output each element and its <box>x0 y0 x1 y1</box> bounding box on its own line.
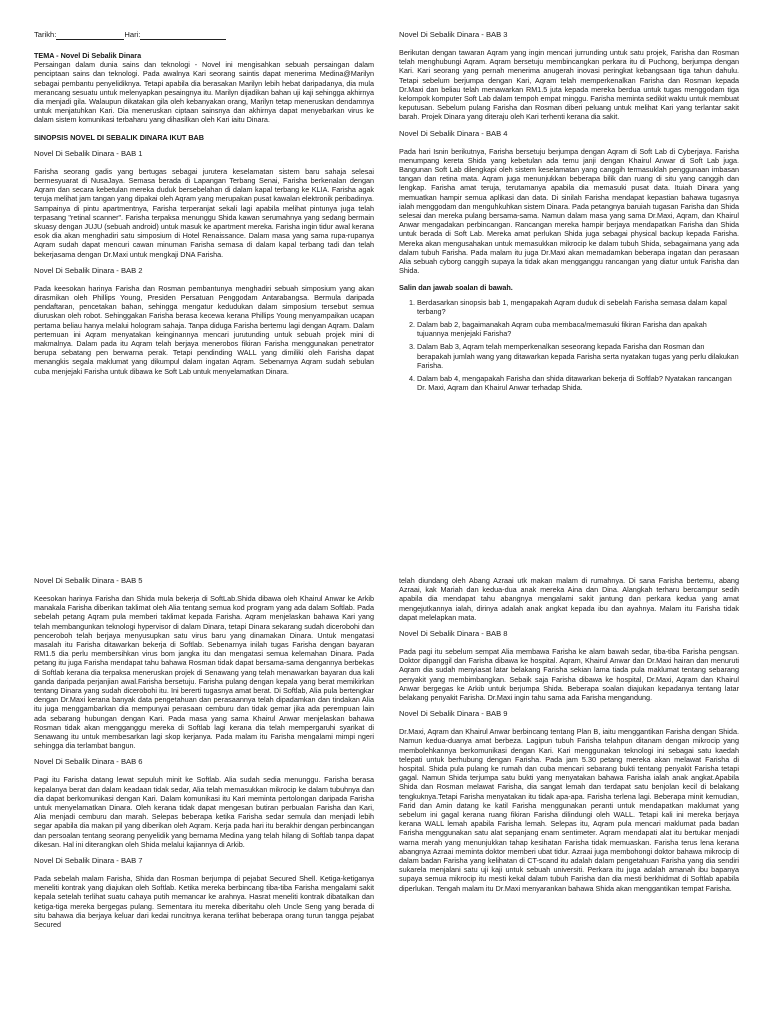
tema-heading: TEMA - Novel Di Sebalik Dinara <box>34 51 142 60</box>
question-item: 3. Dalam Bab 3, Aqram telah memperkenalkan seseorang kepada Farisha dan Rosman dan berapakah jumlah wang yang ditawarkan kepada Farisha serta nyatakan tugas yang perlu dilakukan Farisha. <box>417 342 739 370</box>
bab6-title: Novel Di Sebalik Dinara - BAB 6 <box>34 757 143 767</box>
bab5-paragraph: Keesokan harinya Farisha dan Shida mula bekerja di SoftLab.Shida dibawa oleh Khairul Anwar ke Arkib manakala Farisha diberikan taklimat oleh Alia tentang semua kod program yang ada dalam Softlab. Pada sebelah petang Aqram pula memberi taklimat kepada Farisha. Aqram menjelaskan bahawa Kari yang telah membangunkan teknologi hypervisor di dalam Dinara, tetapi Dinara sekarang sudah dicerobohi dan penceroboh telah berjaya menyusupkan satu virus baru yang dinamakan Dinara. Untuk mengatasi masalah itu Farisha ditawarkan bekerja di Softlab. Sebenarnya inilah tugas Farisha dengan bayaran RM1.5 dia perlu membersihkan virus bom jangka itu dan mengatasi semua kelemahan Dinara. Pada petang itu juga Farisha mendapat tahu bahawa Rosman tidak dapat bersama-sama dengannya berbekas di Softlab kerana dia terpaksa meneruskan projek di Senawang yang telah menawarkan bayaran dua kali ganda daripada perjanjian awal.Farisha bersetuju. Farisha pulang dengan kepala yang berat memikirkan tentang Dinara yang sudah dicerobohi itu. Ini bererti tugasnya amat berat. Di Softlab, Alia pula bertengkar dengan Dr.Maxi kerana banyak data pengetahuan dan perasaannya telah dipadamkan dan tindakan Alia itu juga menggambarkan dia mempunyai perasaan cemburu dan tidak gemar jika ada perempuan lain ada sebarang hubungan dengan Kari. Pada masa yang sama Khairul Anwar menjelaskan bahawa Rosman tidak akan mengganggu mereka di Softlab lagi kerana dia telah mempergaruhi syarikat di Senawang itu untuk membesarkan lagi skop kerjanya. Pada malam itu Farisha mengalami mimpi ngeri sehingga dia terlambat bangun. <box>34 594 374 751</box>
bab3-paragraph: Berikutan dengan tawaran Aqram yang ingin mencari jurrunding untuk satu projek, Farisha dan Rosman telah menghubungi Aqram. Aqram bersetuju membincangkan perkara itu di Puchong, berjumpa dengan Kari. Kari seorang yang pernah menerima anugerah inovasi peringkat kebangsaan tiga tahun dahulu. Tetapi sebelum berjumpa dengan Kari, Aqram telah memperkenalkan Farisha dan Rosman kepada Dr.Maxi dan beliau telah menawarkan RM1.5 juta kepada mereka berdua untuk tugas menggodam tiga kelompok komputer Soft Lab dalam tempoh empat minggu. Farisha meminta sedikit waktu untuk membuat keputusan. Sebelum pulang Farisha dan Rosman diberi peluang untuk melihat Kari yang terlantar sakit barah. Projek Dinara yang diteraju oleh Kari terhenti kerana dia sakit. <box>399 48 739 122</box>
bab2-paragraph: Pada keesokan harinya Farisha dan Rosman pembantunya menghadiri sebuah simposium yang akan dirasmikan oleh Phillips Young, Presiden Persatuan Penggodam Antarabangsa. Bermula daripada pendaftaran, pencetakan bahan, sehingga mengatur kedudukan dalam simposium tersebut semua diuruskan oleh robot. Sehinggakan Farisha berasa kecewa kerana Phillips Young menyampaikan ucapan pertama beliau hanya melalui hologram sahaja. Tanpa diduga Farisha bertemu lagi dengan Aqram. Dalam pertemuan ini Aqram menyatakan keinginannya mencari jurutunding untuk sebuah projek mini di makmalnya. Dalam pada itu Aqram telah berjaya menerobos fikiran Farisha menggunakan penetrator berupa sebatang pen berwarna perak. Tetapi pendinding WALL yang dimiliki oleh Farisha dapat menangkis segala maklumat yang dikumpul dalam ingatan Aqram. Sebenarnya Aqram sudah sebulan cuba menjejaki Farisha untuk dibawa ke Soft Lab untuk menyelamatkan Dinara. <box>34 283 374 376</box>
bab1-title: Novel Di Sebalik Dinara - BAB 1 <box>34 148 143 158</box>
page-top-right <box>399 30 739 545</box>
page-top-left <box>34 30 374 545</box>
bab3-title: Novel Di Sebalik Dinara - BAB 3 <box>399 30 508 39</box>
bab6-paragraph: Pagi itu Farisha datang lewat sepuluh minit ke Softlab. Alia sudah sedia menunggu. Farisha berasa kepalanya berat dan dalam keadaan tidak sedar, Alia telah memasukkan mikrocip ke dalam tubuhnya dan dia dapat berkomunikasi dengan Kari. Dalam komunikasi itu Kari meminta pertolongan daripada Farisha untuk menyelamatkan Dinara. Oleh kerana tidak dapat mengesan butiran perbualan Farisha dan Kari, Alia menjadi cemburu dan marah. Selepas beberapa ketika Farisha sedar semula dan menjadi lebih segar apabila dia makan pil yang diberikan oleh Aqram. Kerja pada hari itu berakhir dengan perbincangan dan persoalan tentang seorang penyelidik yang bernama Medina yang telah hilang di Softlab tanpa dapat dikesan. Hal ini diterangkan oleh Shida melalui kajiannya di Arkib. <box>34 775 374 849</box>
bab5-title: Novel Di Sebalik Dinara - BAB 5 <box>34 576 143 585</box>
bab4-paragraph: Pada hari Isnin berikutnya, Farisha bersetuju berjumpa dengan Aqram di Soft Lab di Cyberjaya. Farisha menumpang kereta Shida yang kebetulan ada temu janji dengan Khairul Anwar di Soft Lab juga. Bangunan Soft Lab dilengkapi oleh sistem keselamatan yang canggih termasuklah penggunaan imbasan tangan dan retina mata. Aqram juga menunjukkan beberapa bilik dan ruang di situ yang canggih dan lengkap. Farisha amat teruja, terutamanya apabila dia memasuki pusat data. Ituiah Dinara yang memuatkan hampir semua aplikasi dan data. Di sinilah Farisha mendapat kepastian bahawa tugasnya ialah menggodam dan menguhkuhkan sistem Dinara. Pada petangnya baruiah tugasan Farisha dan Shida selesai dan mereka pulang bersama-sama. Namun dalam masa yang sama Dr.Maxi, Aqram, dan Khairul Anwar mengadakan perbincangan. Rancangan mereka hampir berjaya mendapatkan Farisha dan Shida untuk berada di Soft Lab. Mereka amat perlukan Shida juga sebagai physical backup kepada Farisha. Mereka akan mengusahakan untuk memasukkan mikrocip ke dalam tubuh Shida, sebagaimana yang ada dalam tubuh Farisha. Pada malam itu juga Dr.Maxi akan memadamkan beberapa ingatan dan perasaan Alia sebuah cyborg canggih supaya la tidak akan mengganggu rancangan yang diatur untuk Farisha dan Shida. <box>399 146 739 276</box>
tarikh-label: Tarikh: <box>34 30 57 39</box>
bab1-paragraph: Farisha seorang gadis yang bertugas sebagai jurutera keselamatan sistem baru sahaja selesai bermesyuarat di NusaJaya. Semasa berada di Lapangan Terbang Senai, Farisha berkenalan dengan Aqram dan secara kebetulan mereka duduk bersebelahan di dalam kapal terbang ke KLIA. Farisha agak teruja melihat jam tangan yang dipakai oleh Aqram yang merupakan pusat kawalan elektronik peribadinya. Sampainya di pintu apartmentnya, Farisha terperanjat sekali lagi apabila melihat pintunya juga telah terpasang "retinal scanner". Farisha terpaksa menunggu Shida kawan serumahnya yang sedang bermain skuasy dengan JUJU (sebuah android) untuk masuk ke apartment mereka. Farisha ingin tidur awal kerana esok dia akan menghadiri satu simposium di Hotel Renaissance. Dalam masa yang sama rupa-rupanya Aqram sudah dapat mencuri cawan minuman Farisha semasa di dalam kapal terbang tadi dan telah bekerjasama dengan Dr.Maxi untuk mengkaji DNA Farisha. <box>34 166 374 259</box>
tema-paragraph: Persaingan dalam dunia sains dan teknologi - Novel ini mengisahkan sebuah persaingan dalam penciptaan sains dan teknologi. Pada awalnya Kari seorang saintis dapat menerima Medina@Marilyn sebagai pembantu penyelidiknya. Tetapi apabila dia berasakan Marilyn lebih hebat daripadanya, dia mula merancang sesuatu untuk melenyapkan pesaingnya itu. Marilyn dijadikan bahan uji kaji sehingga akhirnya dia menjadi gila. Walaupun dikatakan gila oleh kebanyakan orang, Marilyn tetap meneruskan dendamnya untuk menjatuhkan Kari. Dia meneruskan ciptaan sainsnya dan akhirnya dapat menyebarkan virus ke dalam sistem komunikasi terbaharu yang dihasilkan oleh Kari iaitu Dinara. <box>34 60 374 125</box>
bab7-paragraph: Pada sebelah malam Farisha, Shida dan Rosman berjumpa di pejabat Secured Shell. Ketiga-ketiganya meneliti kontrak yang diajukan oleh Softlab. Ketika mereka berbincang tiba-tiba Farisha mengalami sakit kepala setelah terlihat suatu cahaya putih memancar ke arahnya. Hasrat meneliti kontrak dibatalkan dan ketiga-tiga mereka bergegas pulang. Sementara itu mereka diberitahu oleh Uncle Seng yang berada di situ bahawa dia berjaya keluar dari kedai runcitnya kerana terlihat beberapa orang turun tangga pejabat Secured <box>34 874 374 930</box>
bab8-paragraph: Pada pagi itu sebelum sempat Alia membawa Farisha ke alam bawah sedar, tiba-tiba Farisha pengsan. Doktor dipanggil dan Farisha dibawa ke hospital. Aqram, Khairul Anwar dan Dr.Maxi hairan dan menuruti Aqram dia sudah menyiasat latar belakang Farisha sekian lama tiada pula maklumat tentang sebarang penyakit yang membimbangkan. Sebaik saja Farisha dibawa ke hospital, Dr.Maxi, Aqram dan Khairul Anwar bergegas ke Arkib untuk berjumpa Shida. Beberapa soalan diajukan kepadanya tentang latar belakang penyakit Farisha. Dr.Maxi ingin tahu sama ada Farisha mengandung. <box>399 647 739 703</box>
bab4-title: Novel Di Sebalik Dinara - BAB 4 <box>399 128 508 138</box>
bab9-paragraph: Dr.Maxi, Aqram dan Khairul Anwar berbincang tentang Plan B, iaitu menggantikan Farisha dengan Shida. Namun kedua-duanya amat berbeza. Lagipun tubuh Farisha telahpun ditanam dengan mikrocip yang membolehkannya berkomunikasi dengan Kari. Kari menggunakan teknologi ini sebagai satu kaedah telepati untuk berhubung dengan Farisha. Pada jam 5.30 petang mereka akan melawat Farisha di hospital. Shida pula pulang ke rumah dan cuba mencari sebarang bukti tentang penyakit Farisha tetapi gagal. Namun Shida terjumpa satu bukti yang menyatakan bahawa Farisha ialah anak angkat.Apabila Shida dan Rosman melawat Farisha, dia sangat lemah dan terdapat satu benjolan kecil di belakang tengkuknya.Tetapi Farisha menyatakan itu tidak apa-apa. Farisha terlena lagi. Beberapa minit kemudian, Farid dan Amin datang ke katil Farisha menggunakan peranti untuk mendapatkan maklumat yang sebelum ini gagal kerana ruang fikiran Farisha dilindungi oleh WALL. Tetapi kali ini mereka berjaya kerana WALL lemah apabila Farisha lemah. Selepas itu, Aqram pula mencari maklumat pada badan Farisha menggunakan satu alat sepanjang enam sentimeter. Aqram mendapati alat itu bertukar menjadi warna merah yang menunjukkan tahap kesihatan Farisha tidak memuaskan. Farisha terus lena kerana abangnya Azraai meminta doktor memberi ubat tidur. Azraai juga membohongi doktor bahawa mikrocip di dalam badan Farisha yang kelihatan di CT-scand itu adalah dalam pengetahuan Farisha yang dia sendiri sukarela menjalani satu uji kaji untuk sebuah universiti. Perkara itu juga adalah amanah ibu bapanya supaya semua mikrocip itu mesti kekal dalam tubuh Farisha dan dia mesti berkhidmat di Softlab apabila diperlukan. Tengah malam itu Dr.Maxi menyarankan bahawa Shida akan menggantikan tempat Farisha. <box>399 727 739 893</box>
soalan-heading: Salin dan jawab soalan di bawah. <box>399 283 513 293</box>
bab9-title: Novel Di Sebalik Dinara - BAB 9 <box>399 709 508 719</box>
question-item: 2. Dalam bab 2, bagaimanakah Aqram cuba membaca/memasuki fikiran Farisha dan apakah tujuannya menjejaki Farisha? <box>417 320 739 338</box>
bab7-title: Novel Di Sebalik Dinara - BAB 7 <box>34 856 143 866</box>
question-item: 1. Berdasarkan sinopsis bab 1, mengapakah Aqram duduk di sebelah Farisha semasa dalam kapal terbang? <box>417 298 739 316</box>
page-bottom-right <box>399 576 739 1024</box>
bab2-title: Novel Di Sebalik Dinara - BAB 2 <box>34 265 143 275</box>
page-bottom-left <box>34 576 374 1024</box>
hari-label: Hari: <box>124 30 141 39</box>
question-list <box>399 298 739 393</box>
hari-blank <box>140 31 226 40</box>
question-item: 4. Dalam bab 4, mengapakah Farisha dan shida ditawarkan bekerja di Softlab? Nyatakan rancangan Dr. Maxi, Aqram dan Khairul Anwar terhadap Shida. <box>417 374 739 392</box>
sinopsis-heading: SINOPSIS NOVEL DI SEBALIK DINARA IKUT BAB <box>34 132 204 142</box>
date-day-line <box>34 30 374 40</box>
bab8-title: Novel Di Sebalik Dinara - BAB 8 <box>399 629 508 639</box>
tarikh-blank <box>56 31 124 40</box>
bab7-continuation: telah diundang oleh Abang Azraai utk makan malam di rumahnya. Di sana Farisha bertemu, abang Azraai, kak Mariah dan kedua-dua anak mereka Aina dan Dina. Alangkah terharu bercampur sedih apabila dia mendapat tahu abangnya mengalami sakit jantung dan perkara kedua yang amat mengejutkannya ialah, dirinya adalah anak angkat kepada ibu dan ayahnya. Malam itu Farisha tidak dapat melelapkan mata. <box>399 576 739 622</box>
